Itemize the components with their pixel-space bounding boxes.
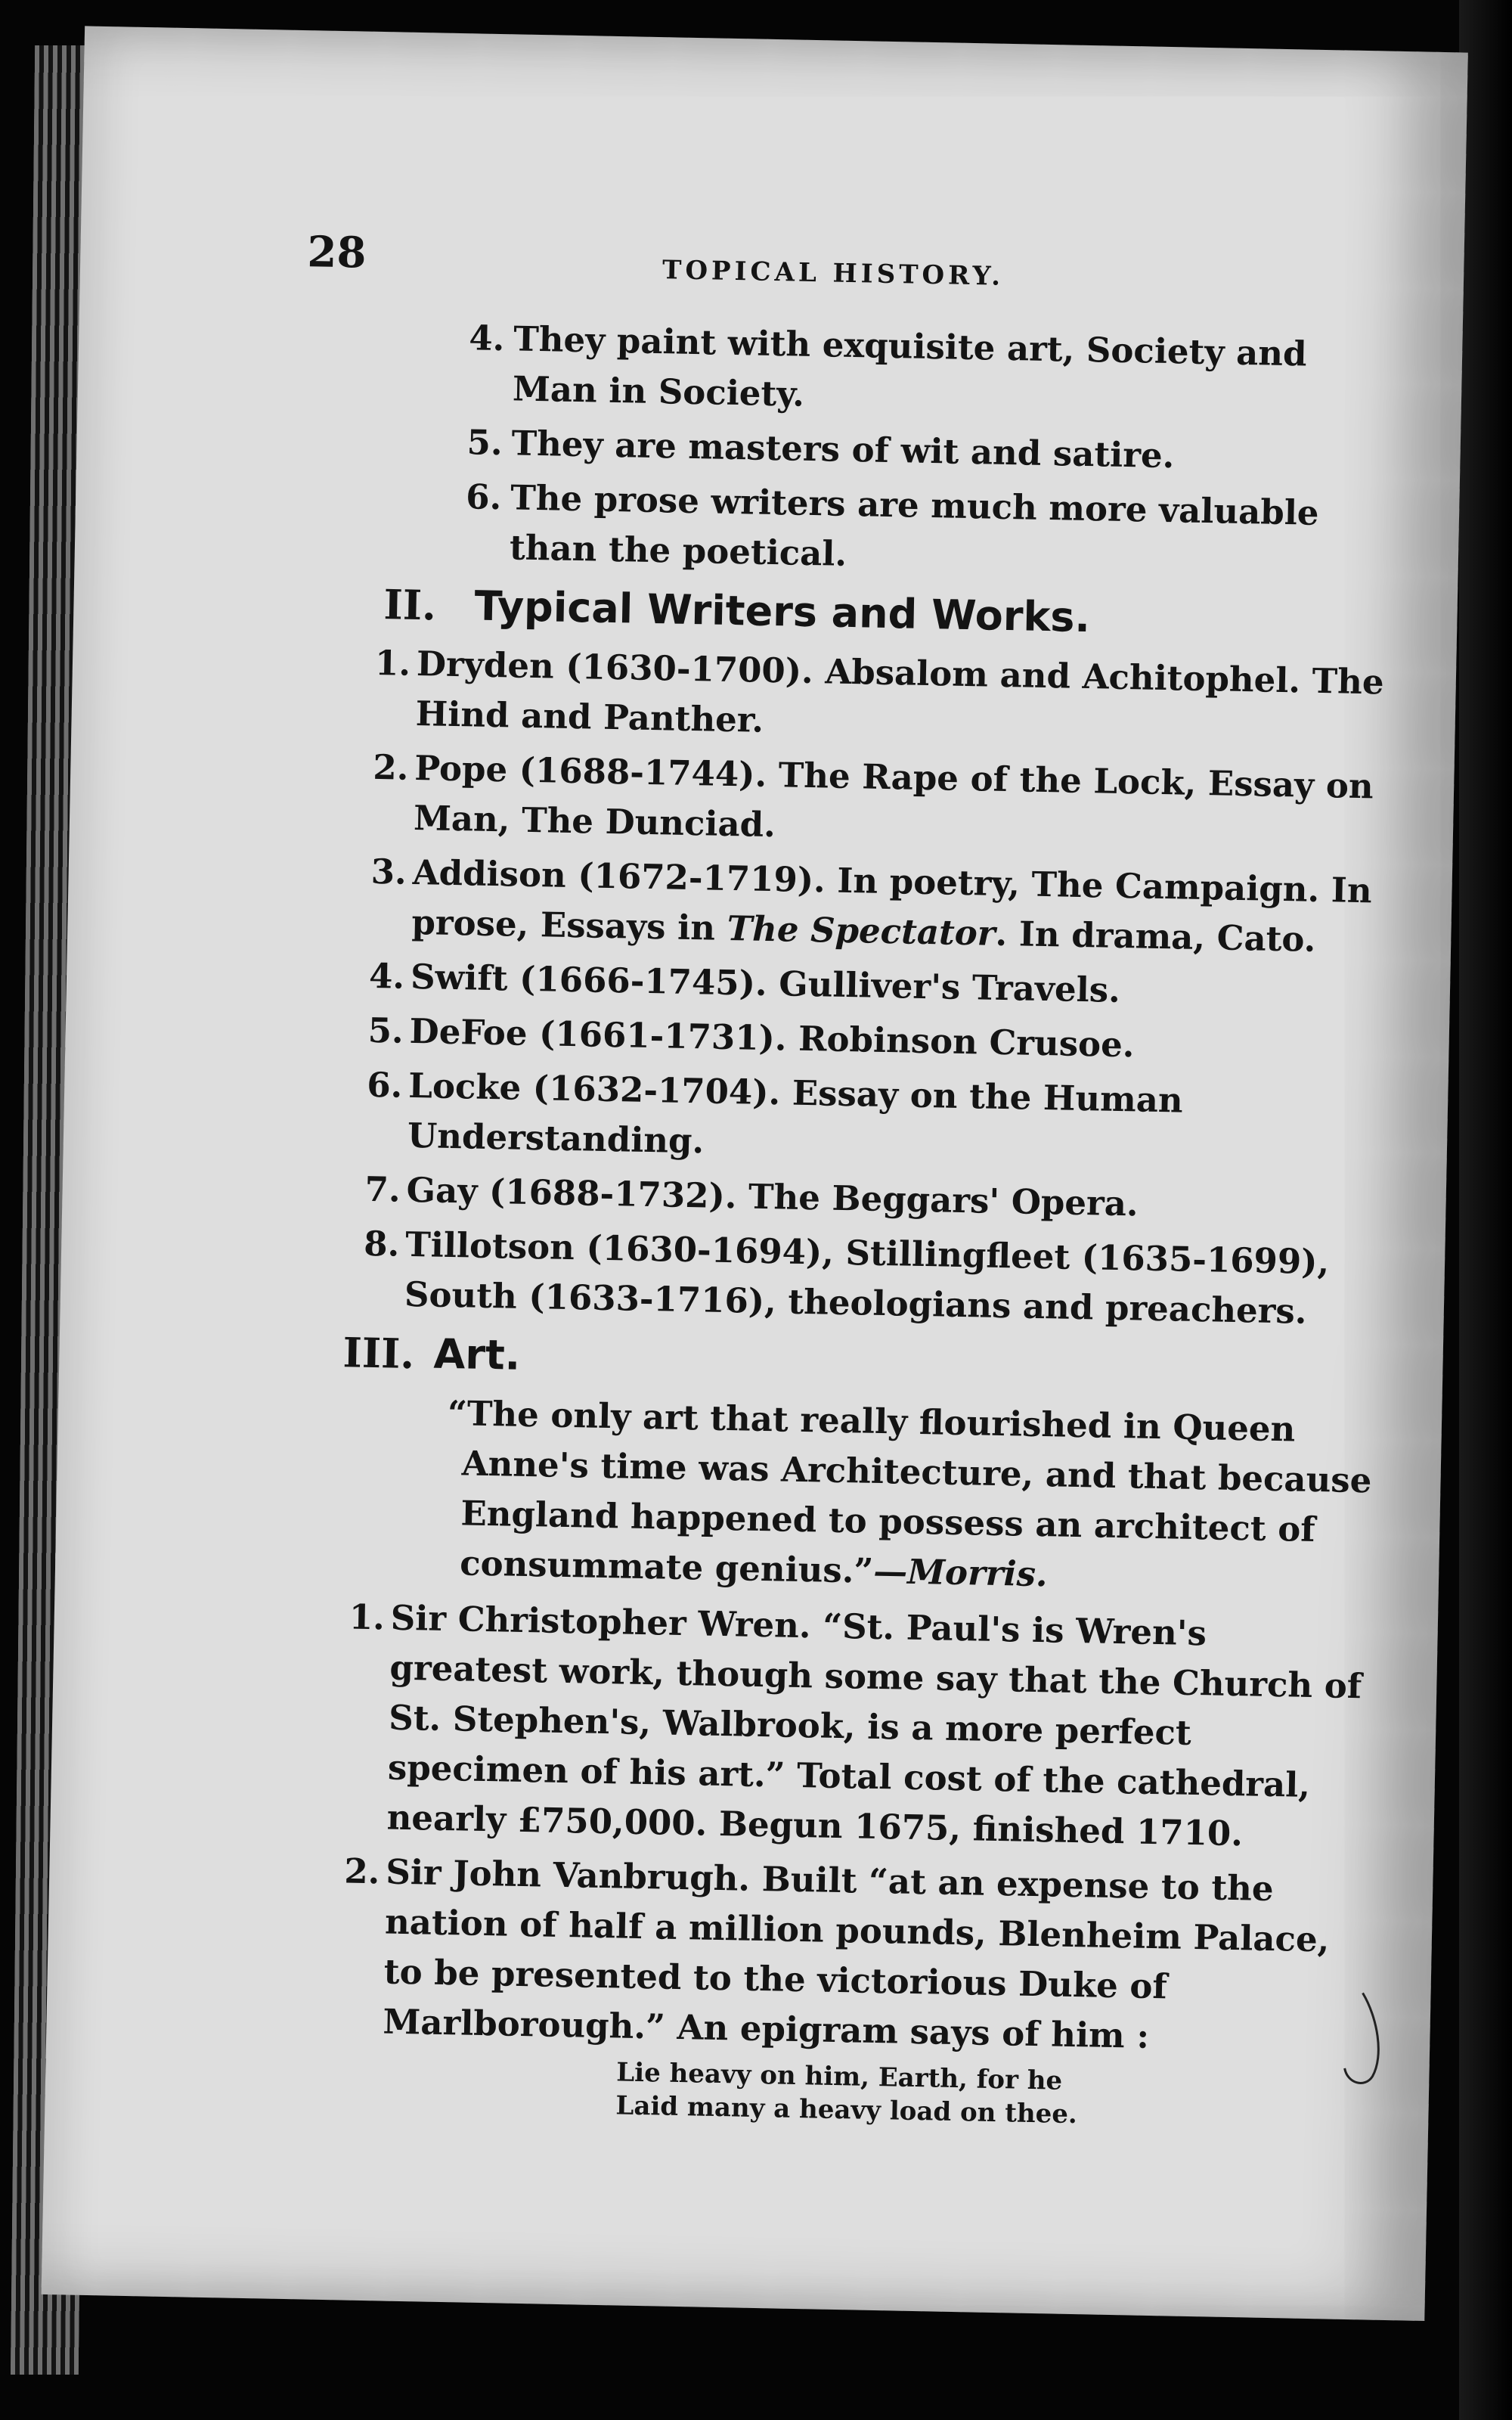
item-number: 8. <box>363 1223 400 1264</box>
item-text: DeFoe (1661-1731). Robinson Crusoe. <box>409 1010 1135 1066</box>
item-text: Locke (1632-1704). Essay on the Human Understanding. <box>407 1065 1184 1162</box>
item-text-end: . In drama, Cato. <box>995 913 1316 960</box>
section-title: Typical Writers and Works. <box>473 582 1091 642</box>
epigram-line: Laid many a heavy load on thee. <box>615 2090 1078 2130</box>
page-number: 28 <box>306 227 367 278</box>
quote-attribution: —Morris. <box>872 1550 1049 1595</box>
item-number: 7. <box>364 1168 401 1210</box>
item-text: They are masters of wit and satire. <box>511 423 1175 476</box>
pencil-mark <box>1331 1987 1393 2094</box>
item-number: 2. <box>372 746 409 788</box>
list-item <box>463 472 1395 590</box>
item-text: The prose writers are much more valuable than the poetical. <box>509 477 1319 574</box>
block-quote <box>447 1388 1378 1606</box>
epigram <box>615 2055 1365 2136</box>
list-item <box>351 1219 1380 1339</box>
item-text: Pope (1688-1744). The Rape of the Lock, Essay on Man, The Dunciad. <box>413 747 1374 845</box>
list-item <box>466 313 1398 431</box>
item-text: Gay (1688-1732). The Beggars' Opera. <box>406 1169 1139 1224</box>
item-number: 6. <box>465 476 502 518</box>
list-item <box>358 847 1388 966</box>
item-number: 1. <box>349 1596 386 1638</box>
item-number: 5. <box>466 422 503 464</box>
item-text: Dryden (1630-1700). Absalom and Achitophel. The Hind and Panther. <box>415 644 1385 740</box>
list-item <box>333 1592 1374 1861</box>
item-number: 4. <box>368 955 405 997</box>
item-text-italic: The Spectator <box>727 908 996 954</box>
item-number: 6. <box>366 1064 403 1106</box>
section-title: Art. <box>432 1329 521 1379</box>
item-text: Sir Christopher Wren. “St. Paul's is Wren's greatest work, though some say that the Church of St. Stephen's, Walbrook, is a more perfect specimen of his art.” Total cost of the cathedral, nearly £750,000. Begun 1675, finished 1710. <box>386 1597 1362 1854</box>
item-number: 4. <box>468 318 505 359</box>
item-text: They paint with exquisite art, Society and Man in Society. <box>512 318 1308 414</box>
epigram-line: Lie heavy on him, Earth, for he <box>615 2057 1063 2096</box>
item-text: Swift (1666-1745). Gulliver's Travels. <box>410 956 1121 1010</box>
item-number: 3. <box>370 851 407 892</box>
item-number: 1. <box>374 642 411 684</box>
section-numeral: III. <box>342 1328 415 1379</box>
item-number: 5. <box>367 1010 404 1051</box>
page-header <box>306 227 1441 317</box>
book-page <box>42 26 1468 2321</box>
list-item <box>361 743 1390 862</box>
item-text-start: Addison (1672-1719). In poetry, The Campaign. In prose, Essays in <box>411 852 1373 948</box>
list-item <box>362 638 1392 758</box>
item-number: 2. <box>343 1851 380 1892</box>
quote-text: “The only art that really flourished in Queen Anne's time was Architecture, and that because England happened to possess an architect of consummate genius.” <box>447 1392 1372 1591</box>
item-text: Sir John Vanbrugh. Built “at an expense to the nation of half a million pounds, Blenheim Palace, to be presented to the victorious Duke of Marlborough.” An epigram says of him : <box>383 1851 1330 2056</box>
item-text: Tillotson (1630-1694), Stillingfleet (1635-1699), South (1633-1716), theologians and preachers. <box>404 1224 1330 1332</box>
scan-border <box>1459 0 1512 2420</box>
page-body <box>222 309 1399 2137</box>
section-numeral: II. <box>383 580 437 630</box>
list-item <box>330 1846 1369 2065</box>
list-item <box>354 1060 1383 1180</box>
running-title: TOPICAL HISTORY. <box>662 255 1005 292</box>
